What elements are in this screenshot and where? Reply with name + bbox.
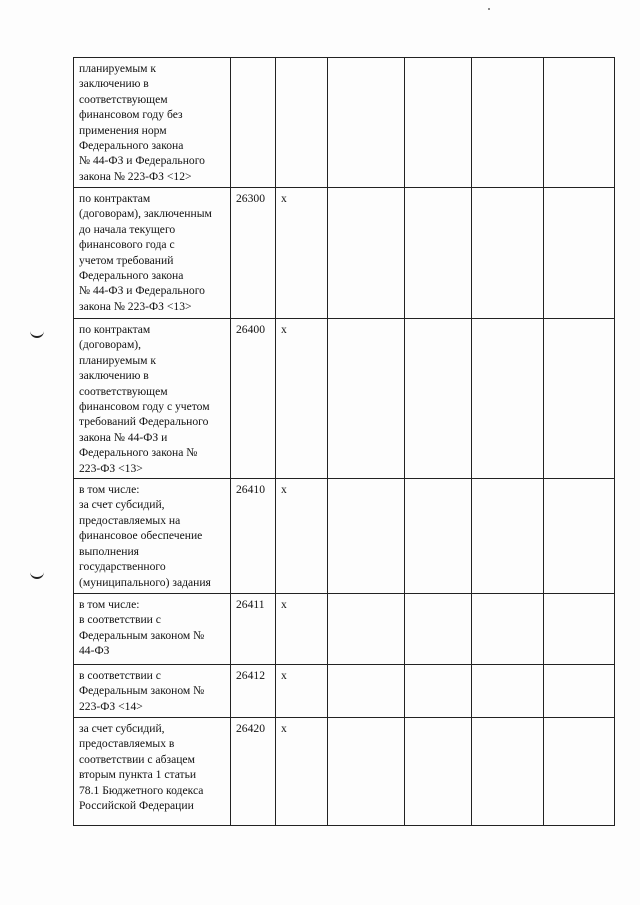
value-cell [328,479,405,594]
row-code: 26411 [231,594,276,665]
row-mark: x [276,718,328,826]
row-code: 26412 [231,665,276,718]
row-mark: x [276,319,328,479]
table-row [74,319,615,479]
value-cell [405,665,472,718]
table-row [74,188,615,319]
row-label: планируемым к заключению в соответствующем финансовом году без применения норм Федерального закона № 44-ФЗ и Федерального закона № 223-ФЗ <12> [74,58,231,188]
value-cell [405,188,472,319]
table-row [74,665,615,718]
value-cell [328,665,405,718]
value-cell [328,58,405,188]
value-cell [328,188,405,319]
row-code: 26300 [231,188,276,319]
value-cell [544,188,615,319]
value-cell [405,594,472,665]
row-label: в том числе: в соответствии с Федеральным законом № 44-ФЗ [74,594,231,665]
table-row [74,594,615,665]
value-cell [472,665,544,718]
row-code: 26400 [231,319,276,479]
value-cell [405,319,472,479]
row-mark: x [276,188,328,319]
financial-table [73,57,615,826]
row-label: по контрактам (договорам), планируемым к заключению в соответствующем финансовом году с учетом требований Федерального закона № 44-ФЗ и Федерального закона № 223-ФЗ <13> [74,319,231,479]
margin-bracket-mark [30,567,44,579]
value-cell [472,594,544,665]
value-cell [544,58,615,188]
value-cell [405,58,472,188]
value-cell [328,718,405,826]
table-row [74,718,615,826]
value-cell [472,58,544,188]
value-cell [405,718,472,826]
value-cell [472,479,544,594]
row-mark: x [276,479,328,594]
scan-speck [488,8,490,10]
row-code: 26410 [231,479,276,594]
value-cell [405,479,472,594]
value-cell [544,479,615,594]
table-row [74,479,615,594]
row-code: 26420 [231,718,276,826]
value-cell [472,319,544,479]
margin-bracket-mark [30,326,44,338]
row-mark: x [276,665,328,718]
row-mark [276,58,328,188]
row-label: в соответствии с Федеральным законом № 223-ФЗ <14> [74,665,231,718]
value-cell [544,319,615,479]
row-mark: x [276,594,328,665]
value-cell [472,718,544,826]
value-cell [328,594,405,665]
value-cell [328,319,405,479]
row-code [231,58,276,188]
row-label: в том числе: за счет субсидий, предоставляемых на финансовое обеспечение выполнения государственного (муниципального) задания [74,479,231,594]
table-row [74,58,615,188]
value-cell [544,665,615,718]
row-label: по контрактам (договорам), заключенным до начала текущего финансового года с учетом требований Федерального закона № 44-ФЗ и Федерального закона № 223-ФЗ <13> [74,188,231,319]
row-label: за счет субсидий, предоставляемых в соответствии с абзацем вторым пункта 1 статьи 78.1 Бюджетного кодекса Российской Федерации [74,718,231,826]
value-cell [472,188,544,319]
value-cell [544,718,615,826]
value-cell [544,594,615,665]
